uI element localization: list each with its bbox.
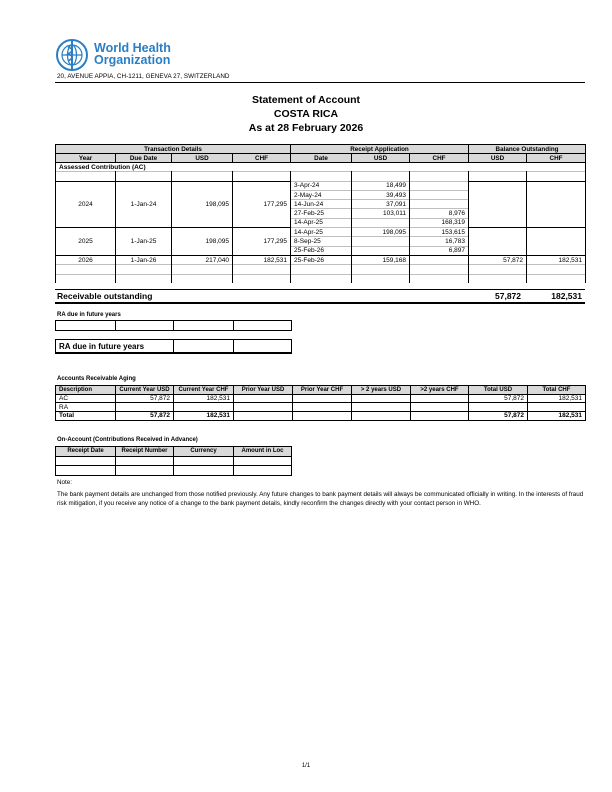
table-row: [56, 340, 292, 354]
table-row: [56, 172, 586, 181]
due-date-2026: 1-Jan-26: [116, 255, 172, 264]
aging-cell: [234, 412, 293, 421]
onacc-col-receipt-date: Receipt Date: [56, 447, 116, 457]
receipt-chf: 8,976: [410, 209, 469, 218]
aging-col-current-chf: Current Year CHF: [174, 386, 234, 395]
aging-col-2y-usd: > 2 years USD: [352, 386, 411, 395]
receivable-label: Receivable outstanding: [57, 291, 153, 301]
country-title: COSTA RICA: [273, 108, 339, 120]
who-logo: [54, 38, 224, 72]
receipt-chf: 6,897: [410, 246, 469, 255]
receipt-chf: [410, 255, 469, 264]
group-receipt-application: Receipt Application: [291, 145, 469, 154]
aging-header-row: [56, 386, 586, 395]
aging-cell: [469, 403, 528, 412]
date-title: As at 28 February 2026: [248, 122, 364, 134]
table-row: [56, 228, 586, 237]
aging-cell: [352, 412, 411, 421]
receipt-usd: 198,095: [352, 228, 410, 237]
statement-title: Statement of Account: [251, 94, 361, 106]
ra-large-label: RA due in future years: [56, 340, 174, 354]
receipt-usd: 37,091: [352, 200, 410, 209]
aging-cell: [174, 403, 234, 412]
receipt-chf: [410, 190, 469, 199]
aging-cell: [411, 403, 469, 412]
aging-cell: 57,872: [469, 394, 528, 403]
aging-cell: RA: [56, 403, 116, 412]
receipt-date: 25-Feb-26: [291, 255, 352, 264]
aging-cell: [528, 403, 586, 412]
receipt-chf: [410, 200, 469, 209]
receipt-usd: 159,168: [352, 255, 410, 264]
year-2026: 2026: [56, 255, 116, 264]
aging-cell: 182,531: [528, 412, 586, 421]
aging-cell: 182,531: [174, 412, 234, 421]
due-date-2024: 1-Jan-24: [116, 181, 172, 227]
aging-col-prior-chf: Prior Year CHF: [293, 386, 352, 395]
amount-usd-2024: 198,095: [172, 181, 233, 227]
aging-col-description: Description: [56, 386, 116, 395]
receipt-chf: 168,319: [410, 218, 469, 227]
section-label: Assessed Contribution (AC): [56, 163, 586, 172]
onacc-col-amount: Amount in Loc: [234, 447, 292, 457]
receipt-date: 14-Apr-25: [291, 218, 352, 227]
receipt-date: 8-Sep-25: [291, 237, 352, 246]
col-chf: CHF: [233, 154, 291, 163]
col-date: Date: [291, 154, 352, 163]
col-year: Year: [56, 154, 116, 163]
aging-cell: [293, 403, 352, 412]
table-row: [56, 274, 586, 283]
balance-usd-2026: 57,872: [469, 255, 527, 264]
aging-title: Accounts Receivable Aging: [57, 376, 136, 382]
receivable-outstanding-row: [55, 289, 585, 304]
table-row: [56, 265, 586, 274]
col-due-date: Due Date: [116, 154, 172, 163]
note-label: Note:: [57, 479, 73, 486]
group-transaction-details: Transaction Details: [56, 145, 291, 154]
aging-cell: [234, 403, 293, 412]
aging-cell: AC: [56, 394, 116, 403]
org-name-line1: World Health: [94, 41, 171, 55]
receipt-usd: 18,499: [352, 181, 410, 190]
on-account-title: On-Account (Contributions Received in Advance): [57, 437, 198, 443]
due-date-2025: 1-Jan-25: [116, 228, 172, 256]
column-header-row: [56, 154, 586, 163]
table-row: [56, 181, 586, 190]
aging-col-prior-usd: Prior Year USD: [234, 386, 293, 395]
aging-table: [55, 385, 586, 421]
table-row: [56, 403, 586, 412]
col-receipt-usd: USD: [352, 154, 410, 163]
receipt-usd: [352, 246, 410, 255]
receipt-date: 2-May-24: [291, 190, 352, 199]
receipt-date: 14-Apr-25: [291, 228, 352, 237]
amount-usd-2026: 217,040: [172, 255, 233, 264]
aging-cell: 57,872: [116, 412, 174, 421]
year-2024: 2024: [56, 181, 116, 227]
section-row: [56, 163, 586, 172]
col-balance-chf: CHF: [527, 154, 586, 163]
aging-cell: [116, 403, 174, 412]
aging-col-total-chf: Total CHF: [528, 386, 586, 395]
receivable-chf: 182,531: [551, 291, 582, 301]
aging-cell: 182,531: [174, 394, 234, 403]
ra-large-table: [55, 339, 292, 354]
receipt-chf: 16,783: [410, 237, 469, 246]
group-balance-outstanding: Balance Outstanding: [469, 145, 586, 154]
group-header-row: [56, 145, 586, 154]
header-rule: [55, 82, 585, 83]
amount-chf-2024: 177,295: [233, 181, 291, 227]
aging-cell: 57,872: [116, 394, 174, 403]
receipt-usd: [352, 237, 410, 246]
statement-table: [55, 144, 586, 283]
aging-cell: 182,531: [528, 394, 586, 403]
table-row: [56, 466, 292, 476]
amount-usd-2025: 198,095: [172, 228, 233, 256]
table-row: [56, 321, 292, 331]
note-text: The bank payment details are unchanged from those notified previously. Any future changes to bank payment details will always be communicated officially in writing. In the interests of fraud risk mitigation, if you receive any notice of a change to the bank payment details, kindly reconfirm the changes directly with your contact person in WHO.: [57, 491, 584, 507]
table-row: [56, 456, 292, 466]
aging-cell: Total: [56, 412, 116, 421]
who-emblem-icon: [54, 38, 90, 72]
ra-small-table: [55, 320, 292, 331]
table-row: [56, 394, 586, 403]
page-number: 1/1: [301, 763, 311, 769]
receipt-date: 27-Feb-25: [291, 209, 352, 218]
aging-cell: [293, 394, 352, 403]
aging-col-2y-chf: >2 years CHF: [411, 386, 469, 395]
org-address: 20, AVENUE APPIA, CH-1211, GENEVA 27, SWITZERLAND: [57, 73, 230, 80]
aging-cell: [352, 403, 411, 412]
receipt-chf: [410, 181, 469, 190]
org-name-line2: Organization: [94, 53, 171, 67]
on-account-table: [55, 446, 292, 476]
receipt-chf: 153,615: [410, 228, 469, 237]
receipt-date: 14-Jun-24: [291, 200, 352, 209]
aging-cell: [352, 394, 411, 403]
ra-small-label: RA due in future years: [57, 312, 121, 318]
receipt-usd: 39,493: [352, 190, 410, 199]
on-account-header-row: [56, 447, 292, 457]
aging-cell: [293, 412, 352, 421]
balance-chf-2026: 182,531: [527, 255, 586, 264]
col-receipt-chf: CHF: [410, 154, 469, 163]
aging-cell: 57,872: [469, 412, 528, 421]
aging-cell: [411, 394, 469, 403]
aging-col-total-usd: Total USD: [469, 386, 528, 395]
table-row: [56, 255, 586, 264]
onacc-col-receipt-number: Receipt Number: [116, 447, 174, 457]
receipt-date: 25-Feb-26: [291, 246, 352, 255]
aging-cell: [411, 412, 469, 421]
amount-chf-2026: 182,531: [233, 255, 291, 264]
amount-chf-2025: 177,295: [233, 228, 291, 256]
receipt-usd: [352, 218, 410, 227]
aging-total-row: [56, 412, 586, 421]
onacc-col-currency: Currency: [174, 447, 234, 457]
aging-cell: [234, 394, 293, 403]
col-usd: USD: [172, 154, 233, 163]
receivable-usd: 57,872: [495, 291, 521, 301]
receipt-usd: 103,011: [352, 209, 410, 218]
receipt-date: 3-Apr-24: [291, 181, 352, 190]
aging-col-current-usd: Current Year USD: [116, 386, 174, 395]
year-2025: 2025: [56, 228, 116, 256]
col-balance-usd: USD: [469, 154, 527, 163]
